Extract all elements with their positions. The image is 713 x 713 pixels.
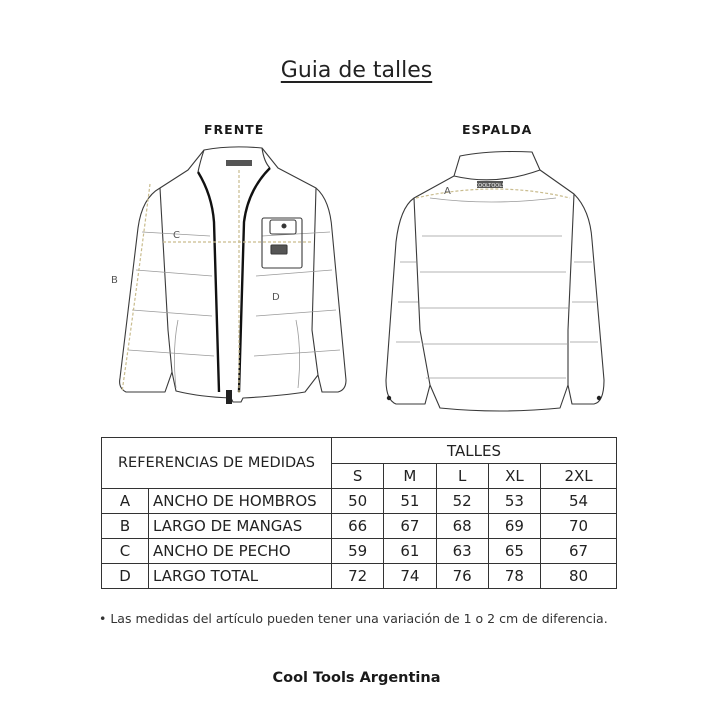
- back-cuff-buttons: [387, 396, 601, 400]
- back-jacket-drawing: [386, 152, 604, 412]
- row-value: 61: [384, 539, 436, 564]
- jacket-illustration: [0, 130, 713, 430]
- row-value: 76: [436, 564, 488, 589]
- row-name: ANCHO DE PECHO: [149, 539, 332, 564]
- size-header: 2XL: [541, 464, 617, 489]
- row-value: 65: [488, 539, 540, 564]
- back-patch-text: COOLTOOLS: [474, 183, 506, 189]
- table-row: [102, 489, 617, 514]
- row-value: 63: [436, 539, 488, 564]
- row-letter: A: [102, 489, 149, 514]
- table-row: [102, 514, 617, 539]
- row-value: 72: [332, 564, 384, 589]
- row-value: 69: [488, 514, 540, 539]
- row-value: 68: [436, 514, 488, 539]
- size-header: XL: [488, 464, 540, 489]
- front-jacket-drawing: [120, 147, 346, 402]
- front-zipper: [198, 168, 270, 392]
- zipper-pull: [226, 390, 232, 404]
- marker-a: A: [444, 186, 451, 197]
- brand-name: Cool Tools Argentina: [272, 670, 441, 686]
- sizes-header: TALLES: [332, 438, 617, 464]
- row-name: LARGO DE MANGAS: [149, 514, 332, 539]
- row-value: 50: [332, 489, 384, 514]
- marker-d: D: [272, 292, 280, 303]
- ref-header: REFERENCIAS DE MEDIDAS: [102, 438, 332, 489]
- row-value: 67: [384, 514, 436, 539]
- table-row: [102, 539, 617, 564]
- row-name: ANCHO DE HOMBROS: [149, 489, 332, 514]
- row-name: LARGO TOTAL: [149, 564, 332, 589]
- row-value: 78: [488, 564, 540, 589]
- row-value: 66: [332, 514, 384, 539]
- size-header: S: [332, 464, 384, 489]
- page-title: Guia de talles: [280, 58, 433, 83]
- row-value: 53: [488, 489, 540, 514]
- size-header: L: [436, 464, 488, 489]
- row-value: 80: [541, 564, 617, 589]
- size-table: [101, 437, 617, 589]
- row-letter: C: [102, 539, 149, 564]
- row-value: 74: [384, 564, 436, 589]
- back-shoulder-guide: [416, 189, 570, 198]
- back-view-label: ESPALDA: [462, 122, 533, 137]
- row-value: 52: [436, 489, 488, 514]
- row-value: 67: [541, 539, 617, 564]
- variation-note: • Las medidas del artículo pueden tener una variación de 1 o 2 cm de diferencia.: [99, 611, 608, 626]
- row-letter: B: [102, 514, 149, 539]
- row-value: 59: [332, 539, 384, 564]
- marker-c: C: [173, 230, 180, 241]
- row-letter: D: [102, 564, 149, 589]
- front-collar-tag: [226, 160, 252, 166]
- front-view-label: FRENTE: [204, 122, 265, 137]
- row-value: 54: [541, 489, 617, 514]
- marker-b: B: [111, 275, 118, 286]
- table-row: [102, 564, 617, 589]
- row-value: 51: [384, 489, 436, 514]
- size-header: M: [384, 464, 436, 489]
- row-value: 70: [541, 514, 617, 539]
